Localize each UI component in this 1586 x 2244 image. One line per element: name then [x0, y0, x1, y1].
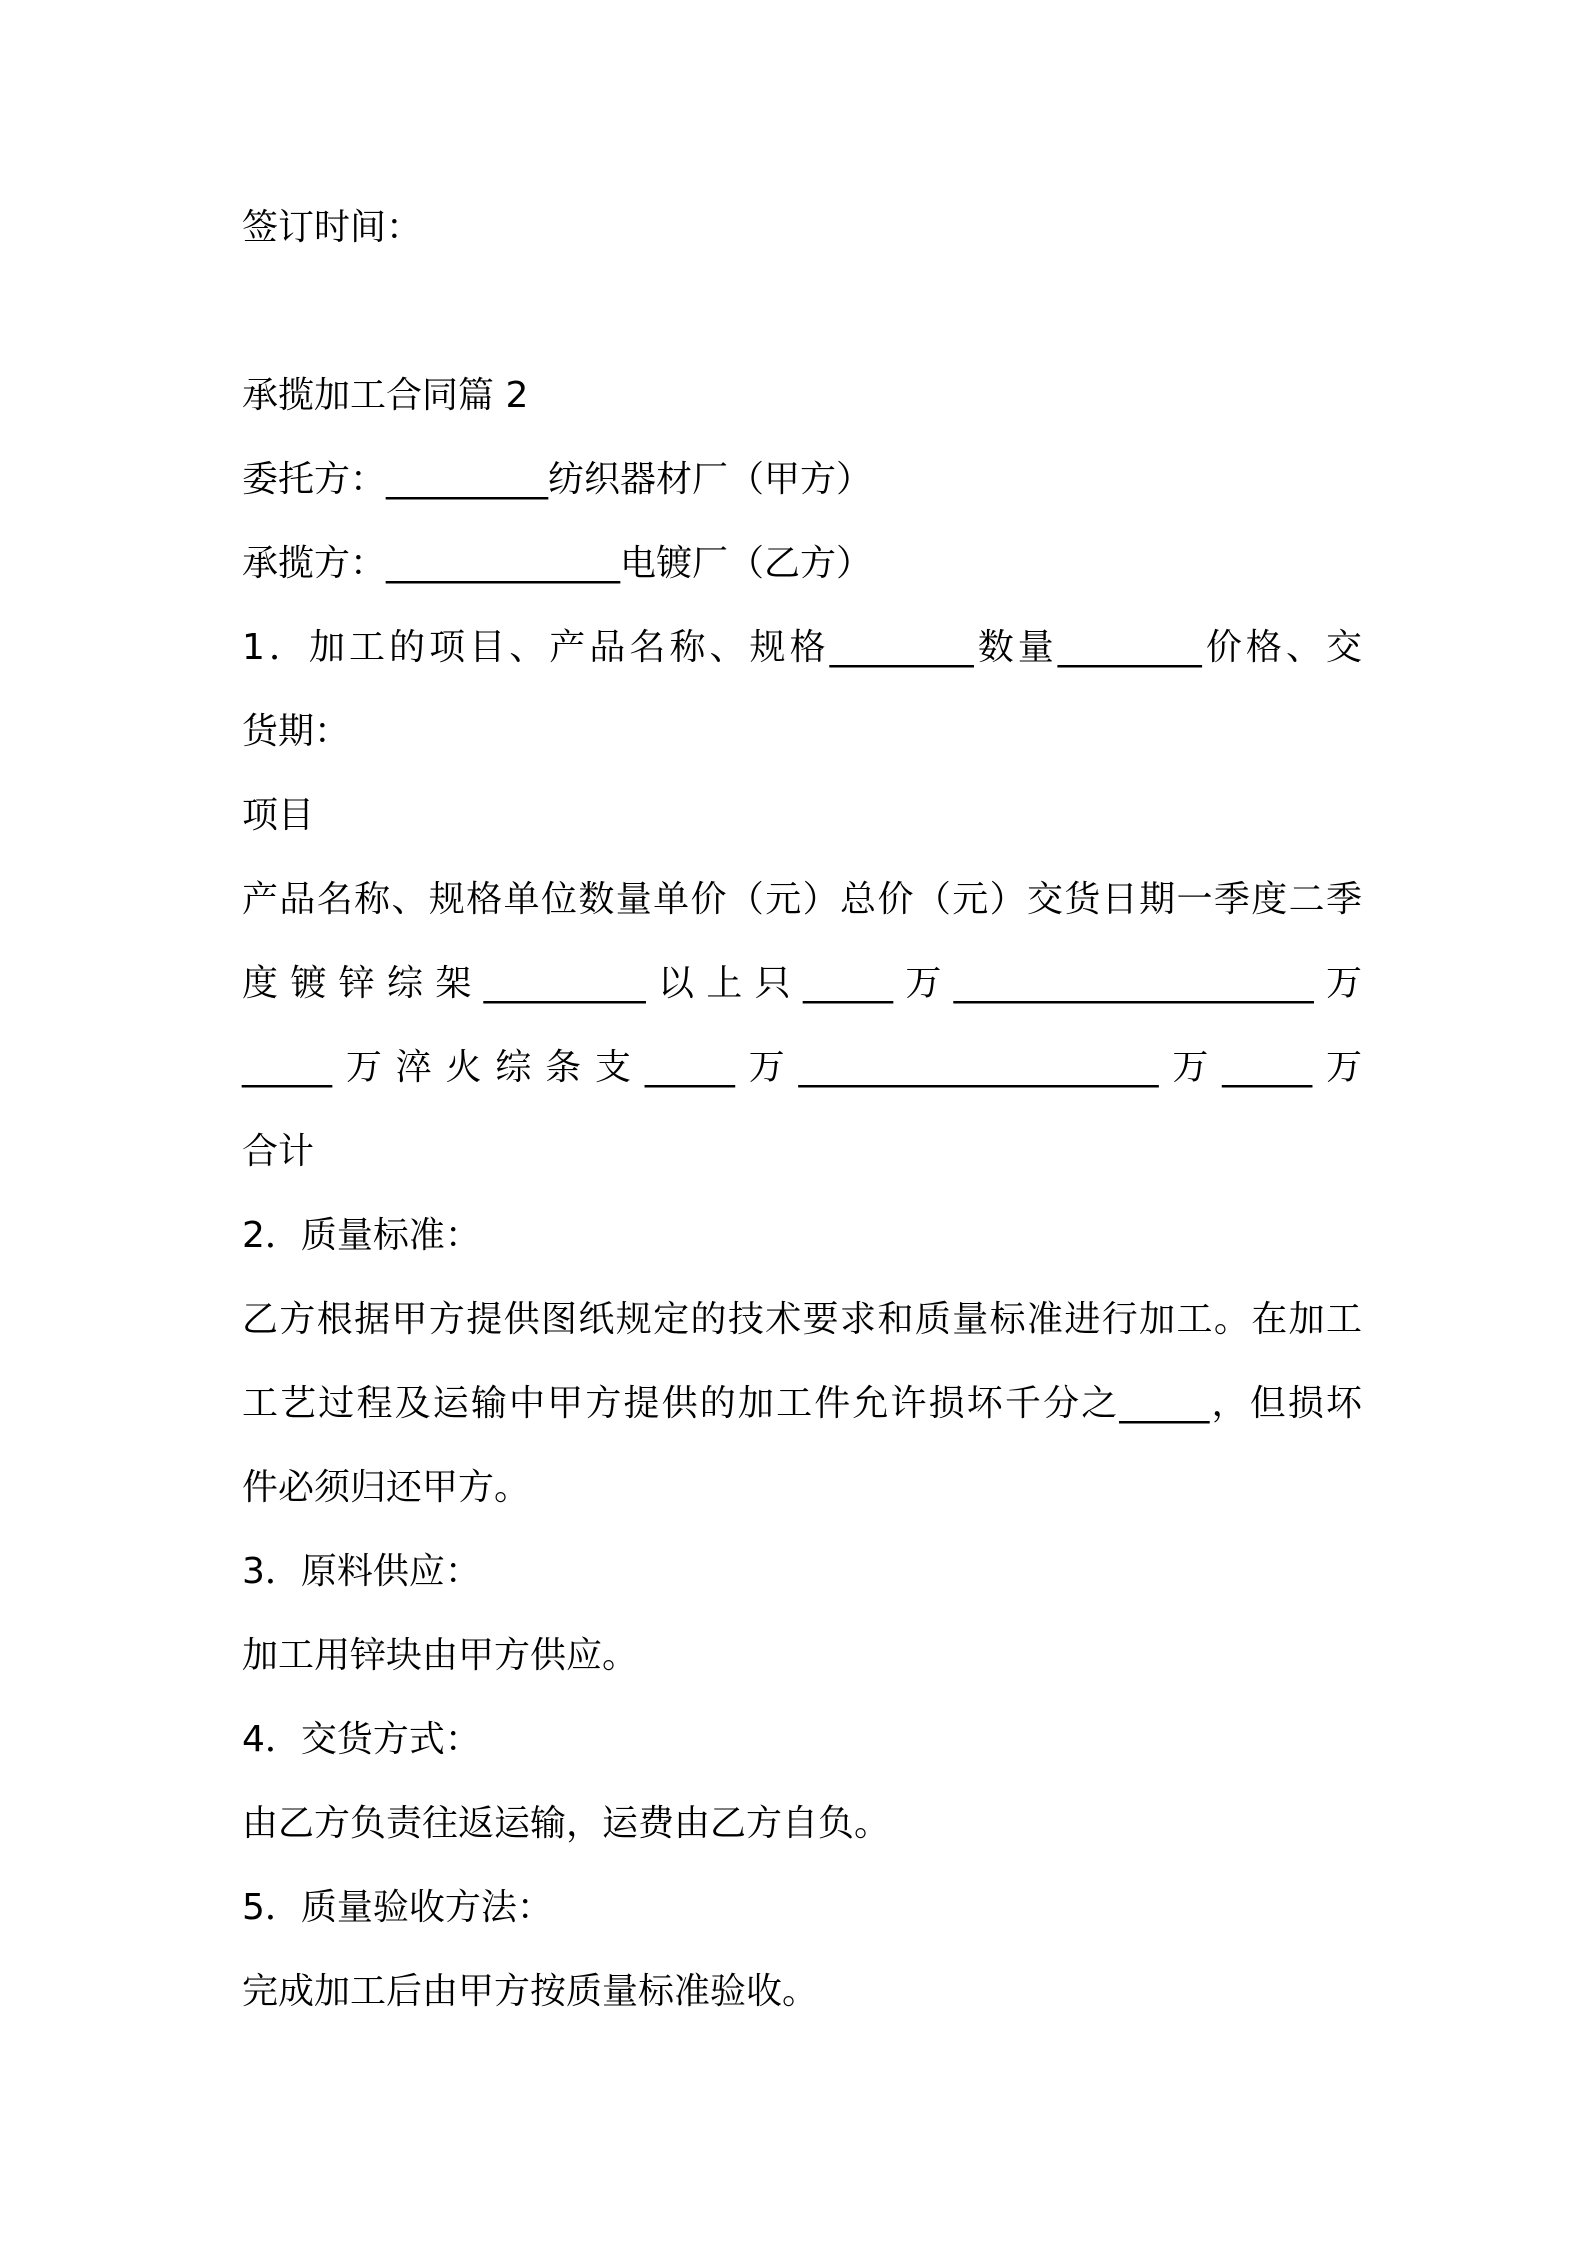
- table-total-label: 合计: [242, 1131, 315, 1172]
- table-text-line2: 度镀锌综架_________以上只_____万____________________万: [242, 963, 1362, 1004]
- contractor-line: 承揽方：_____________电镀厂（乙方）: [242, 543, 873, 584]
- item2-text-line1: 乙方根据甲方提供图纸规定的技术要求和质量标准进行加工。在加工: [242, 1299, 1362, 1340]
- table-text-line1: 产品名称、规格单位数量单价（元）总价（元）交货日期一季度二季: [242, 879, 1362, 920]
- client-line: 委托方：_________纺织器材厂（甲方）: [242, 459, 873, 500]
- table-item-label: 项目: [242, 795, 315, 836]
- item5-title: 5．质量验收方法：: [242, 1887, 553, 1928]
- item2-title: 2．质量标准：: [242, 1215, 481, 1256]
- item4-text: 由乙方负责往返运输，运费由乙方自负。: [242, 1803, 891, 1844]
- item2-text-line3: 件必须归还甲方。: [242, 1467, 531, 1508]
- item2-text-line2: 工艺过程及运输中甲方提供的加工件允许损坏千分之_____，但损坏: [242, 1383, 1362, 1424]
- item1-heading-line2: 货期：: [242, 711, 351, 752]
- sign-date-label: 签订时间：: [242, 207, 423, 248]
- item3-text: 加工用锌块由甲方供应。: [242, 1635, 639, 1676]
- table-text-line3: _____万淬火综条支_____万____________________万_____万: [242, 1047, 1362, 1088]
- section-title: 承揽加工合同篇 2: [242, 375, 529, 416]
- item5-text: 完成加工后由甲方按质量标准验收。: [242, 1971, 819, 2012]
- item3-title: 3．原料供应：: [242, 1551, 481, 1592]
- item1-heading-line1: 1．加工的项目、产品名称、规格________数量________价格、交: [242, 627, 1362, 668]
- item4-title: 4．交货方式：: [242, 1719, 481, 1760]
